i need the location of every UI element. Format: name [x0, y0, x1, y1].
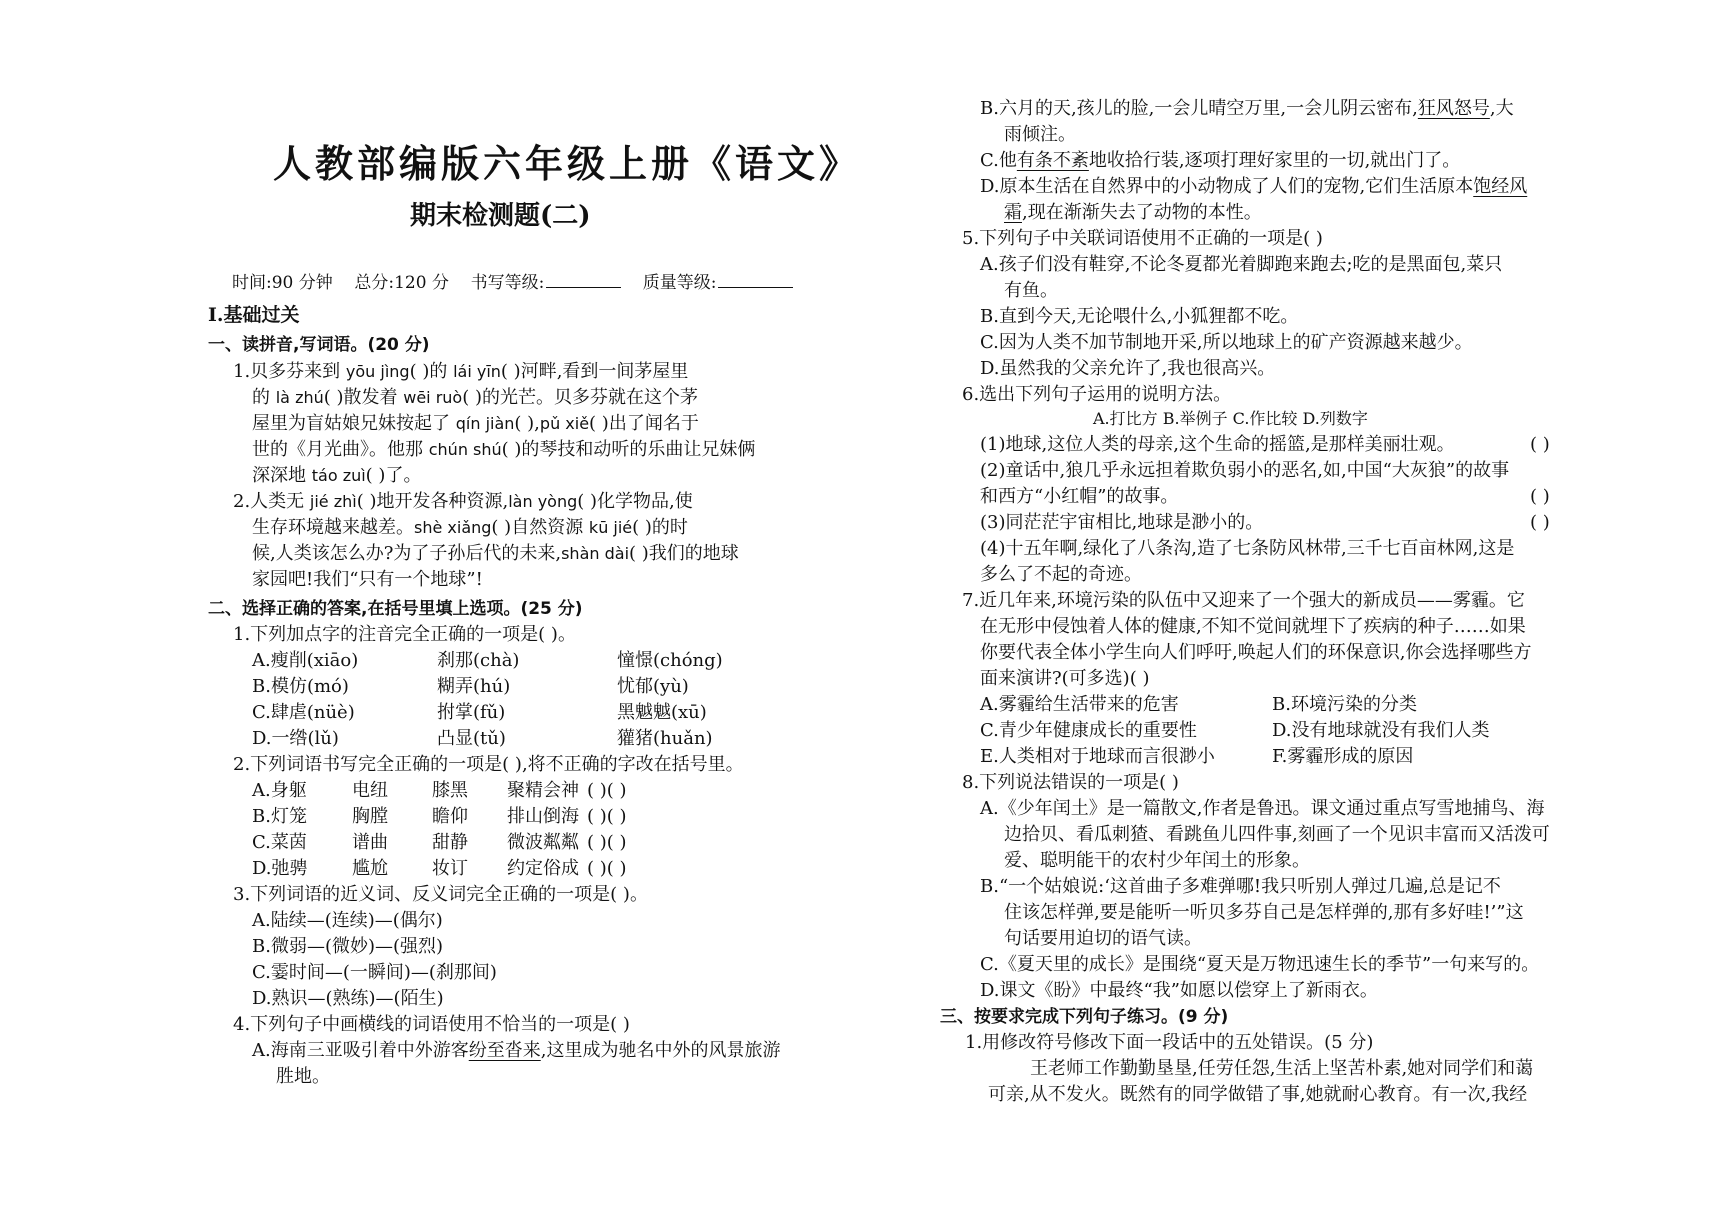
answer-blank[interactable]: ( )的 [409, 361, 454, 382]
s2-q5-option-b[interactable]: B.直到今天,无论喂什么,小狐狸都不吃。 [980, 306, 1299, 327]
exam-info-line [232, 270, 809, 296]
exam-page: 人教部编版六年级上册《语文》 期末检测题(二) 时间:90 分钟 总分:120 分 书写等级: 质量等级: Ⅰ.基础过关 一、读拼音,写词语。(20 分) 1.贝多芬来到 yōu jìng( )的 lái yīn( )河畔,看到一间茅屋里 的 là zhú( )散发着 wēi ruò( )的光芒。贝多芬就在这个茅 屋里为盲姑娘兄妹按起了 qín jiàn( ),pǔ xiě( )出了闻名于 世的《月光曲》。他那 chún shú( )的琴技和动听的乐曲让兄妹俩 深深地 táo zuì( )了。 2.人类无 jié zhì( )地开发各种资源,làn yòng( )化学物品,使 生存环境越来越差。shè xiǎng( )自然资源 kū jié( )的时 候,人类该怎么办?为了子孙后代的未来,shàn dài( )我们的地球 家园吧!我们“只有一个地球”! 二、选择正确的答案,在括号里填上选项。(25 分) 1.下列加点字的注音完全正确的一项是( )。 A.瘦削(xiāo) 刹那(chà) 憧憬(chóng) B.模仿(mó) 糊弄(hú) 忧郁(yù) C.肆虐(nüè) 拊掌(fǔ) 黑魆魆(xū) D.一绺(lǔ) 凸显(tǔ) 獾猪(huǎn) 2.下列词语书写完全正确的一项是( ),将不正确的字改在括号里。 A.身躯 电纽 膝黑 聚精会神 ( )( ) B.灯笼 胸膛 瞻仰 排山倒海 ( )( ) C.菜茵 谱曲 甜静 微波粼粼 ( )( ) D.弛骋 尴尬 妆订 约定俗成 ( )( ) 3.下列词语的近义词、反义词完全正确的一项是( )。 A.陆续—(连续)—(偶尔) B.微弱—(微妙)—(强烈) C.霎时间—(一瞬间)—(刹那间) D.熟识—(熟练)—(陌生) 4.下列句子中画横线的词语使用不恰当的一项是( ) A.海南三亚吸引着中外游客纷至沓来,这里成为驰名中外的风景旅游 胜地。 B.六月的天,孩儿的脸,一会儿晴空万里,一会儿阴云密布,狂风怒号,大 雨倾注。 C.他有条不紊地收拾行装,逐项打理好家里的一切,就出门了。 D.原本生活在自然界中的小动物成了人们的宠物,它们生活原本饱经风 霜,现在渐渐失去了动物的本性。 5.下列句子中关联词语使用不正确的一项是( ) A.孩子们没有鞋穿,不论冬夏都光着脚跑来跑去;吃的是黑面包,菜只 有鱼。 B.直到今天,无论喂什么,小狐狸都不吃。 C.因为人类不加节制地开采,所以地球上的矿产资源越来越少。 D.虽然我的父亲允许了,我也很高兴。 6.选出下列句子运用的说明方法。 A.打比方 B.举例子 C.作比较 D.列数字 (1)地球,这位人类的母亲,这个生命的摇篮,是那样美丽壮观。 ( ) (2)童话中,狼几乎永远担着欺负弱小的恶名,如,中国“大灰狼”的故事 和西方“小红帽”的故事。 ( ) (3)同茫茫宇宙相比,地球是渺小的。 ( ) (4)十五年啊,绿化了八条沟,造了七条防风林带,三千七百亩林网,这是 多么了不起的奇迹。 7.近几年来,环境污染的队伍中又迎来了一个强大的新成员——雾霾。它 在无形中侵蚀着人体的健康,不知不觉间就埋下了疾病的种子……如果 你要代表全体小学生向人们呼吁,唤起人们的环保意识,你会选择哪些方 面来演讲?(可多选)( ) A.雾霾给生活带来的危害 B.环境污染的分类 C.青少年健康成长的重要性 D.没有地球就没有我们人类 E.人类相对于地球而言很渺小 F.雾霾形成的原因 8.下列说法错误的一项是( ) A.《少年闰土》是一篇散文,作者是鲁迅。课文通过重点写雪地捕鸟、海 边拾贝、看瓜刺猹、看跳鱼儿四件事,刻画了一个见识丰富而又活泼可 爱、聪明能干的农村少年闰土的形象。 B.“一个姑娘说:‘这首曲子多难弹哪!我只听别人弹过几遍,总是记不 住该怎样弹,要是能听一听贝多芬自己是怎样弹的,那有多好哇!’”这 句话要用迫切的语气读。 C.《夏天里的成长》是围绕“夏天是万物迅速生长的季节”一句来写的。 D.课文《盼》中最终“我”如愿以偿穿上了新雨衣。 三、按要求完成下列句子练习。(9 分) 1.用修改符号修改下面一段话中的五处错误。(5 分) 王老师工作勤勤垦垦,任劳任怨,生活上坚苦朴素,她对同学们和蔼 可亲,从不发火。既然有的同学做错了事,她就耐心教育。有一次,我经 [0, 0, 1736, 1227]
answer-blank[interactable]: ( )自然资源 [491, 517, 589, 538]
s2-q5-option-a-cont: 有鱼。 [1004, 280, 1058, 301]
exam-title: 人教部编版六年级上册《语文》 [273, 141, 862, 186]
answer-blank[interactable]: ( )出了闻名于 [589, 413, 699, 434]
s2-q7-option-c[interactable]: C.青少年健康成长的重要性 [980, 720, 1197, 741]
s2-q8-option-a-cont-1: 边拾贝、看瓜刺猹、看跳鱼儿四件事,刻画了一个见识丰富而又活泼可 [1004, 824, 1550, 845]
s2-q6-answer-1[interactable]: ( ) [1530, 434, 1550, 455]
s2-q8-option-b-cont-2: 句话要用迫切的语气读。 [1004, 928, 1202, 949]
writing-grade-blank[interactable] [546, 271, 621, 288]
s2-q1-stem: 1.下列加点字的注音完全正确的一项是( )。 [233, 624, 576, 645]
section-2-heading: 二、选择正确的答案,在括号里填上选项。(25 分) [208, 599, 583, 619]
s1-q2-line-2: 生存环境越来越差。shè xiǎng( )自然资源 kū jié( )的时 [252, 517, 688, 538]
s2-q6-item-4: (4)十五年啊,绿化了八条沟,造了七条防风林带,三千七百亩林网,这是 [980, 538, 1515, 559]
s1-q1-line-4: 世的《月光曲》。他那 chún shú( )的琴技和动听的乐曲让兄妹俩 [252, 439, 756, 460]
s2-q7-line-2: 在无形中侵蚀着人体的健康,不知不觉间就埋下了疾病的种子……如果 [980, 616, 1526, 637]
s2-q7-line-4: 面来演讲?(可多选)( ) [980, 668, 1150, 689]
s2-q6-answer-3[interactable]: ( ) [1530, 512, 1550, 533]
s2-q7-option-f[interactable]: F.雾霾形成的原因 [1272, 746, 1414, 767]
s1-q2-line-3: 候,人类该怎么办?为了子孙后代的未来,shàn dài( )我们的地球 [252, 543, 739, 564]
answer-blank[interactable]: ( ), [514, 413, 540, 434]
time-label: 时间:90 分钟 [232, 273, 333, 293]
s2-q3-option-d[interactable]: D.熟识—(熟练)—(陌生) [252, 988, 444, 1009]
s2-q3-option-a[interactable]: A.陆续—(连续)—(偶尔) [252, 910, 443, 931]
s2-q6-stem: 6.选出下列句子运用的说明方法。 [962, 384, 1232, 405]
answer-blank[interactable]: ( )化学物品,使 [577, 491, 693, 512]
s2-q8-option-a[interactable]: A.《少年闰土》是一篇散文,作者是鲁迅。课文通过重点写雪地捕鸟、海 [980, 798, 1545, 819]
s1-q1-line-2: 的 là zhú( )散发着 wēi ruò( )的光芒。贝多芬就在这个茅 [252, 387, 698, 408]
writing-grade-label: 书写等级: [470, 273, 545, 293]
s2-q5-option-d[interactable]: D.虽然我的父亲允许了,我也很高兴。 [980, 358, 1276, 379]
s3-q1-passage-line-2: 可亲,从不发火。既然有的同学做错了事,她就耐心教育。有一次,我经 [988, 1084, 1528, 1105]
s2-q4-option-b-cont: 雨倾注。 [1004, 124, 1076, 145]
s2-q3-option-b[interactable]: B.微弱—(微妙)—(强烈) [252, 936, 444, 957]
answer-blank[interactable]: ( )的琴技和动听的乐曲让兄妹俩 [501, 439, 756, 460]
s3-q1-stem: 1.用修改符号修改下面一段话中的五处错误。(5 分) [965, 1032, 1374, 1053]
option-c[interactable]: C.肆虐(nüè) [252, 702, 355, 723]
underlined-word: 纷至沓来 [468, 1040, 541, 1061]
s2-q6-item-3: (3)同茫茫宇宙相比,地球是渺小的。 [980, 512, 1264, 533]
s2-q6-answer-2[interactable]: ( ) [1530, 486, 1550, 507]
underlined-word: 有条不紊 [1016, 150, 1089, 171]
s1-q2-line-1: 2.人类无 jié zhì( )地开发各种资源,làn yòng( )化学物品,使 [233, 491, 693, 512]
correction-blanks[interactable]: ( )( ) [587, 780, 627, 801]
option-d[interactable]: D.一绺(lǔ) [252, 728, 339, 749]
s2-q8-stem: 8.下列说法错误的一项是( ) [962, 772, 1179, 793]
answer-blank[interactable]: ( )地开发各种资源, [356, 491, 509, 512]
answer-blank[interactable]: ( )的时 [632, 517, 688, 538]
s2-q7-option-d[interactable]: D.没有地球就没有我们人类 [1272, 720, 1490, 741]
answer-blank[interactable]: ( )散发着 [323, 387, 404, 408]
s2-q8-option-b[interactable]: B.“一个姑娘说:‘这首曲子多难弹哪!我只听别人弹过几遍,总是记不 [980, 876, 1501, 897]
s1-q1-line-5: 深深地 táo zuì( )了。 [252, 465, 422, 486]
option-d[interactable]: D.弛骋 [252, 858, 308, 879]
s2-q4-option-a-cont: 胜地。 [276, 1066, 330, 1087]
answer-blank[interactable]: ( )的光芒。贝多芬就在这个茅 [462, 387, 698, 408]
correction-blanks[interactable]: ( )( ) [587, 806, 627, 827]
s2-q2-stem: 2.下列词语书写完全正确的一项是( ),将不正确的字改在括号里。 [233, 754, 744, 775]
s2-q3-option-c[interactable]: C.霎时间—(一瞬间)—(刹那间) [252, 962, 497, 983]
answer-blank[interactable]: ( )了。 [365, 465, 422, 486]
correction-blanks[interactable]: ( )( ) [587, 858, 627, 879]
s1-q1-line-1: 1.贝多芬来到 yōu jìng( )的 lái yīn( )河畔,看到一间茅屋里 [233, 361, 689, 382]
s2-q7-line-3: 你要代表全体小学生向人们呼吁,唤起人们的环保意识,你会选择哪些方 [980, 642, 1532, 663]
s2-q6-item-4-cont: 多么了不起的奇迹。 [980, 564, 1142, 585]
part-1-heading: Ⅰ.基础过关 [208, 304, 300, 326]
s2-q8-option-a-cont-2: 爱、聪明能干的农村少年闰土的形象。 [1004, 850, 1310, 871]
option-b[interactable]: B.灯笼 [252, 806, 307, 827]
s2-q4-option-a[interactable]: A.海南三亚吸引着中外游客纷至沓来,这里成为驰名中外的风景旅游 [252, 1040, 781, 1061]
underlined-word: 饱经风 [1473, 176, 1528, 197]
s2-q4-option-d[interactable]: D.原本生活在自然界中的小动物成了人们的宠物,它们生活原本饱经风 [980, 176, 1528, 197]
correction-blanks[interactable]: ( )( ) [587, 832, 627, 853]
answer-blank[interactable]: ( )河畔,看到一间茅屋里 [500, 361, 689, 382]
s2-q6-item-1: (1)地球,这位人类的母亲,这个生命的摇篮,是那样美丽壮观。 [980, 434, 1455, 455]
s2-q4-option-d-cont: 霜,现在渐渐失去了动物的本性。 [1004, 202, 1262, 223]
s2-q5-option-a[interactable]: A.孩子们没有鞋穿,不论冬夏都光着脚跑来跑去;吃的是黑面包,菜只 [980, 254, 1503, 275]
s2-q7-line-1: 7.近几年来,环境污染的队伍中又迎来了一个强大的新成员——雾霾。它 [962, 590, 1525, 611]
s2-q8-option-c[interactable]: C.《夏天里的成长》是围绕“夏天是万物迅速生长的季节”一句来写的。 [980, 954, 1540, 975]
s2-q8-option-d[interactable]: D.课文《盼》中最终“我”如愿以偿穿上了新雨衣。 [980, 980, 1378, 1001]
s2-q6-item-2-cont: 和西方“小红帽”的故事。 [980, 486, 1179, 507]
s3-q1-passage-line-1: 王老师工作勤勤垦垦,任劳任怨,生活上坚苦朴素,她对同学们和蔼 [1030, 1058, 1534, 1079]
option-a[interactable]: A.身躯 [252, 780, 307, 801]
quality-grade-label: 质量等级: [642, 273, 717, 293]
s2-q8-option-b-cont-1: 住该怎样弹,要是能听一听贝多芬自己是怎样弹的,那有多好哇!’”这 [1004, 902, 1524, 923]
s2-q7-option-e[interactable]: E.人类相对于地球而言很渺小 [980, 746, 1215, 767]
option-a[interactable]: A.瘦削(xiāo) [252, 650, 359, 671]
s2-q6-item-2: (2)童话中,狼几乎永远担着欺负弱小的恶名,如,中国“大灰狼”的故事 [980, 460, 1510, 481]
s2-q7-option-b[interactable]: B.环境污染的分类 [1272, 694, 1417, 715]
s1-q1-line-3: 屋里为盲姑娘兄妹按起了 qín jiàn( ),pǔ xiě( )出了闻名于 [252, 413, 699, 434]
s2-q6-methods: A.打比方 B.举例子 C.作比较 D.列数字 [1093, 409, 1368, 428]
s1-q2-line-4: 家园吧!我们“只有一个地球”! [252, 569, 483, 590]
s2-q4-option-c[interactable]: C.他有条不紊地收拾行装,逐项打理好家里的一切,就出门了。 [980, 150, 1461, 171]
s2-q4-option-b[interactable]: B.六月的天,孩儿的脸,一会儿晴空万里,一会儿阴云密布,狂风怒号,大 [980, 98, 1514, 119]
s2-q7-option-a[interactable]: A.雾霾给生活带来的危害 [980, 694, 1179, 715]
answer-blank[interactable]: ( )我们的地球 [629, 543, 739, 564]
s2-q4-stem: 4.下列句子中画横线的词语使用不恰当的一项是( ) [233, 1014, 630, 1035]
s2-q5-stem: 5.下列句子中关联词语使用不正确的一项是( ) [962, 228, 1323, 249]
s2-q3-stem: 3.下列词语的近义词、反义词完全正确的一项是( )。 [233, 884, 648, 905]
underlined-word: 狂风怒号 [1417, 98, 1490, 119]
section-1-heading: 一、读拼音,写词语。(20 分) [208, 335, 430, 355]
s2-q5-option-c[interactable]: C.因为人类不加节制地开采,所以地球上的矿产资源越来越少。 [980, 332, 1473, 353]
option-c[interactable]: C.菜茵 [252, 832, 307, 853]
section-3-heading: 三、按要求完成下列句子练习。(9 分) [940, 1007, 1229, 1027]
score-label: 总分:120 分 [354, 273, 449, 293]
exam-subtitle: 期末检测题(二) [410, 201, 591, 231]
quality-grade-blank[interactable] [718, 271, 793, 288]
option-b[interactable]: B.模仿(mó) [252, 676, 349, 697]
